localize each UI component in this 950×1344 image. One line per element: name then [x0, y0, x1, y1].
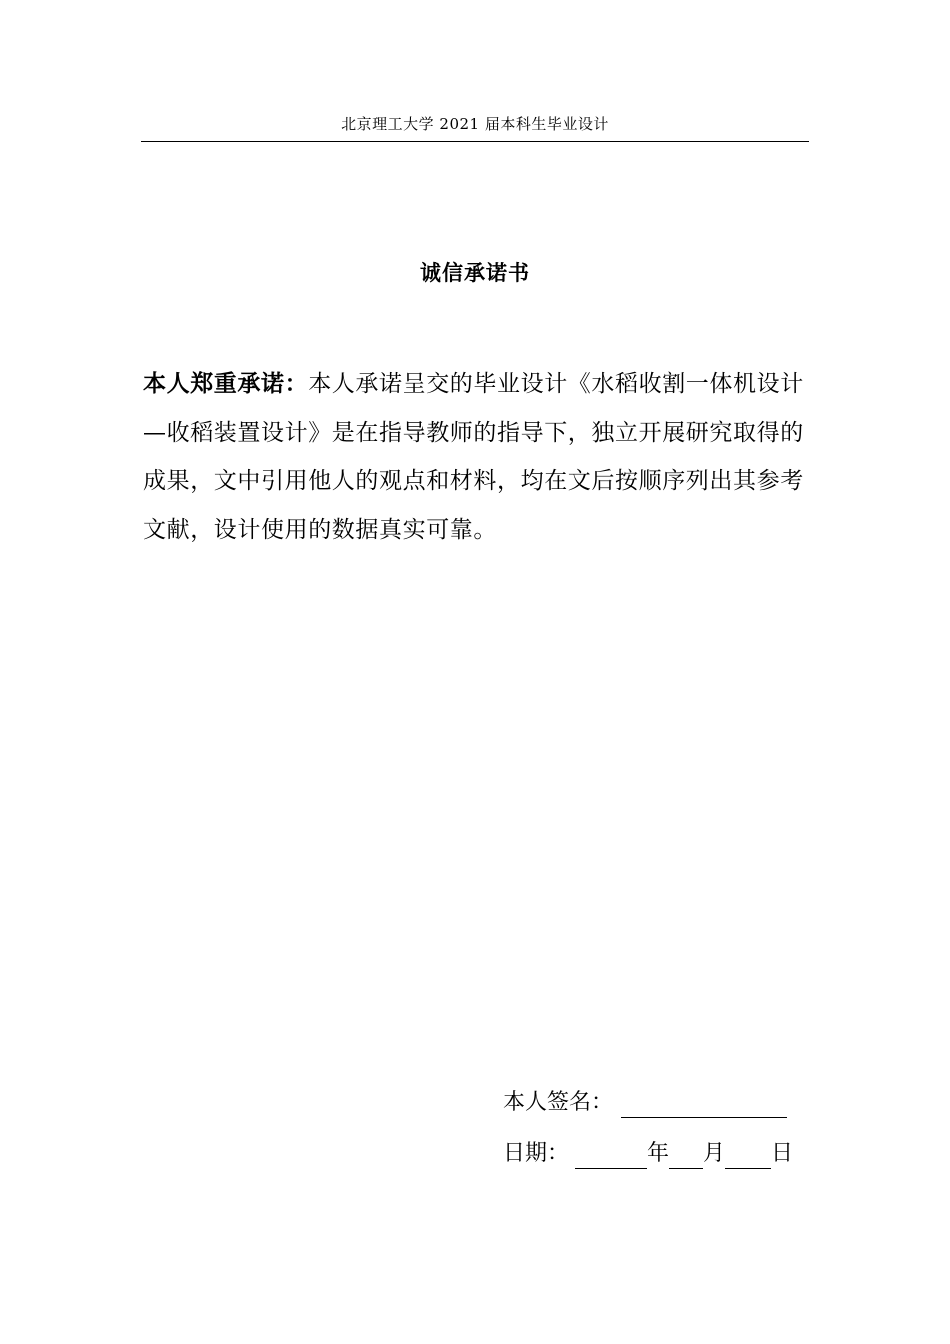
- signature-name-label: 本人签名：: [503, 1090, 614, 1115]
- signature-date-row: [503, 1139, 823, 1169]
- signature-name-row: [503, 1088, 823, 1118]
- signature-day-blank: [725, 1142, 771, 1169]
- signature-day-label: 日: [771, 1141, 794, 1166]
- page-header: 北京理工大学 2021 届本科生毕业设计: [341, 115, 609, 133]
- header-rule: [141, 141, 809, 142]
- signature-year-blank: [575, 1142, 647, 1169]
- signature-year-label: 年: [647, 1141, 670, 1166]
- signature-month-label: 月: [703, 1141, 726, 1166]
- signature-date-label: 日期：: [503, 1141, 570, 1166]
- signature-name-blank: [621, 1091, 787, 1118]
- pledge-lead: 本人郑重承诺：: [143, 370, 309, 397]
- pledge-body: 本人承诺呈交的毕业设计《水稻收割一体机设计—收稻装置设计》是在指导教师的指导下，独立开展研究取得的成果，文中引用他人的观点和材料，均在文后按顺序列出其参考文献，设计使用的数据真实可靠。: [143, 371, 804, 543]
- signature-month-blank: [669, 1142, 703, 1169]
- signature-block: [503, 1088, 823, 1169]
- document-title: 诚信承诺书: [420, 260, 530, 285]
- pledge-paragraph: [143, 360, 811, 554]
